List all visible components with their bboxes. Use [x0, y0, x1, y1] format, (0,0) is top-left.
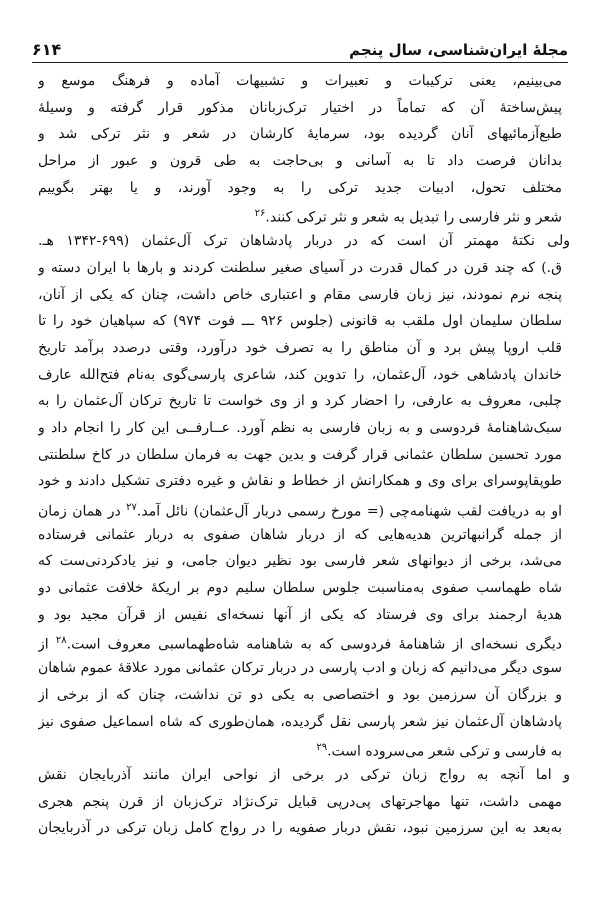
line-text: خاندان پادشاهی خود، آل‌عثمان، را تدوین کند، شاعری پارسی‌گوی به‌نام فتح‌الله عارف: [38, 366, 562, 383]
text-line: [38, 522, 562, 549]
line-text: شعر و نثر فارسی را تبدیل به شعر و نثر ترکی کنند.: [265, 210, 562, 227]
line-text: ق.) که چند قرن در کمال قدرت در آسیای صغیر سلطنت کردند و بارها با ایران دسته و: [38, 259, 562, 276]
text-line: [38, 121, 562, 148]
line-text: پیش‌ساختهٔ آن که تماماً در اختیار ترک‌زبانان مذکور قرار گرفته و وسیلهٔ: [38, 99, 562, 116]
text-line: [38, 548, 562, 575]
line-text: مهمی داشت، تنها مهاجرتهای پی‌درپی قبایل ترک‌نژاد ترک‌زبان از قرن پنجم هجری: [38, 793, 562, 810]
journal-title: مجلهٔ ایران‌شناسی، سال پنجم: [349, 41, 568, 59]
text-line: [38, 148, 562, 175]
line-text: شاه طهماسب صفوی به‌مناسبت جلوس سلطان سلیم دوم بر اریکهٔ خلافت عثمانی دو: [38, 580, 562, 597]
text-line: [38, 255, 562, 282]
line-text: از جمله گرانبهاترین هدیه‌هایی که از دربار شاهان صفوی به دربار عثمانی فرستاده: [38, 526, 562, 543]
line-text: طبع‌آزمائیهای آنان گردیده بود، سرمایهٔ کارشان در شعر و نثر ترکی شد و: [38, 126, 562, 143]
text-line: [38, 308, 562, 335]
text-line: [38, 735, 562, 762]
text-line: [38, 682, 562, 709]
line-text: ولی نکتهٔ مهمتر آن است که در دربار پادشاهان ترک آل‌عثمان (۶۹۹-۱۳۴۲ هـ.: [38, 233, 570, 250]
body-text: [38, 68, 570, 842]
footnote-marker: ۲۶: [254, 208, 266, 220]
line-text: به فارسی و ترکی شعر می‌سروده است.: [327, 743, 562, 760]
line-tail-text: در همان زمان: [38, 503, 121, 520]
text-line: [38, 68, 562, 95]
line-text: و اما آنچه به رواج زبان ترکی در برخی از نواحی ایران مانند آذربایجان نقش: [38, 766, 570, 783]
line-text: مختلف تحول، ادبیات جدید ترکی را به وجود آورند، و یا بهتر بگوییم: [38, 179, 562, 196]
text-line: [38, 655, 562, 682]
text-line: [38, 282, 562, 309]
line-text: و بزرگان آن سرزمین بود و اختصاصی به یکی دو تن نداشت، چنان که از برخی از: [38, 686, 562, 703]
line-text: می‌بینیم، یعنی ترکیبات و تعبیرات و تشبیهات آماده و فرهنگ موسع و: [38, 73, 562, 89]
line-text: او به دریافت لقب شهنامه‌چی (= مورخ رسمی دربار آل‌عثمان) نائل آمد.: [136, 503, 562, 520]
line-tail-text: از: [38, 637, 49, 654]
line-text: مورد تحسین سلطان عثمانی قرار گرفت و بدین جهت به فرمان سلطان در کاخ سلطنتی: [38, 446, 562, 463]
line-text: می‌شد، برخی از دیوانهای شعر فارسی بود نظیر دیوان جامی، و نیز یادکردنی‌ست که: [38, 553, 562, 570]
running-header: [32, 33, 568, 63]
text-line: [38, 468, 562, 495]
line-text: هدیهٔ ارجمند برای وی فرستاد که یکی از آنها نسخه‌ای نفیس از قرآن مجید بود و: [38, 606, 562, 623]
text-line: [38, 815, 562, 842]
text-line: [38, 789, 562, 816]
page-number: ۶۱۴: [32, 40, 62, 59]
text-line: [38, 95, 562, 122]
line-text: سبک‌شاهنامهٔ فردوسی و به زبان فارسی به نظم آورد. عــارفــی این کار را انجام داد و: [38, 419, 562, 436]
text-line: [38, 228, 570, 255]
footnote-marker: ۲۸: [55, 635, 67, 647]
text-line: [38, 362, 562, 389]
text-line: [38, 709, 562, 736]
line-text: طوپقاپوسرای برای وی و همکارانش از خطاط و نقاش و غیره دفتری تشکیل دادند و خود: [38, 473, 562, 490]
line-text: پنجه نرم نمودند، نیز زبان فارسی مقام و اعتباری خاص داشت، چنان که یکی از آنان،: [38, 286, 562, 303]
text-line: [38, 415, 562, 442]
line-text: قلب اروپا پیش برد و آن مناطق را به تصرف خود درآورد، وقتی درصدد برآمد تاریخ: [38, 339, 562, 356]
line-text: به‌بعد به این سرزمین نبود، نقش دربار صفویه را در رواج کامل زبان ترکی در آذربایجان: [38, 820, 562, 837]
line-text: بدانان فرصت داد تا به آسانی و بی‌حاجت به طی قرون و عبور از مراحل: [38, 153, 562, 170]
text-line: [38, 495, 562, 522]
line-text: پادشاهان آل‌عثمان نیز شعر پارسی نقل گردیده، همان‌طوری که شاه اسماعیل صفوی نیز: [38, 713, 562, 730]
footnote-marker: ۲۹: [316, 742, 328, 754]
line-text: سوی دیگر می‌دانیم که زبان و ادب پارسی در دربار ترکان عثمانی مورد علاقهٔ عموم شاهان: [38, 660, 562, 677]
text-line: [38, 602, 562, 629]
text-line: [38, 201, 562, 228]
text-line: [38, 762, 570, 789]
line-text: چلبی، معروف به عارفی، را احضار کرد و از وی خواست تا تاریخ ترکان آل‌عثمان را به: [38, 393, 562, 410]
text-line: [38, 388, 562, 415]
text-line: [38, 442, 562, 469]
line-text: دیگری نسخه‌ای از شاهنامهٔ فردوسی که به شاهنامه شاه‌طهماسبی معروف است.: [66, 637, 562, 654]
text-line: [38, 575, 562, 602]
line-text: سلطان سلیمان اول ملقب به قانونی (جلوس ۹۲۶ ـــ فوت ۹۷۴) که سپاهیان خود را تا: [38, 313, 562, 330]
text-line: [38, 335, 562, 362]
text-line: [38, 175, 562, 202]
footnote-marker: ۲۷: [126, 502, 137, 513]
text-line: [38, 628, 562, 655]
